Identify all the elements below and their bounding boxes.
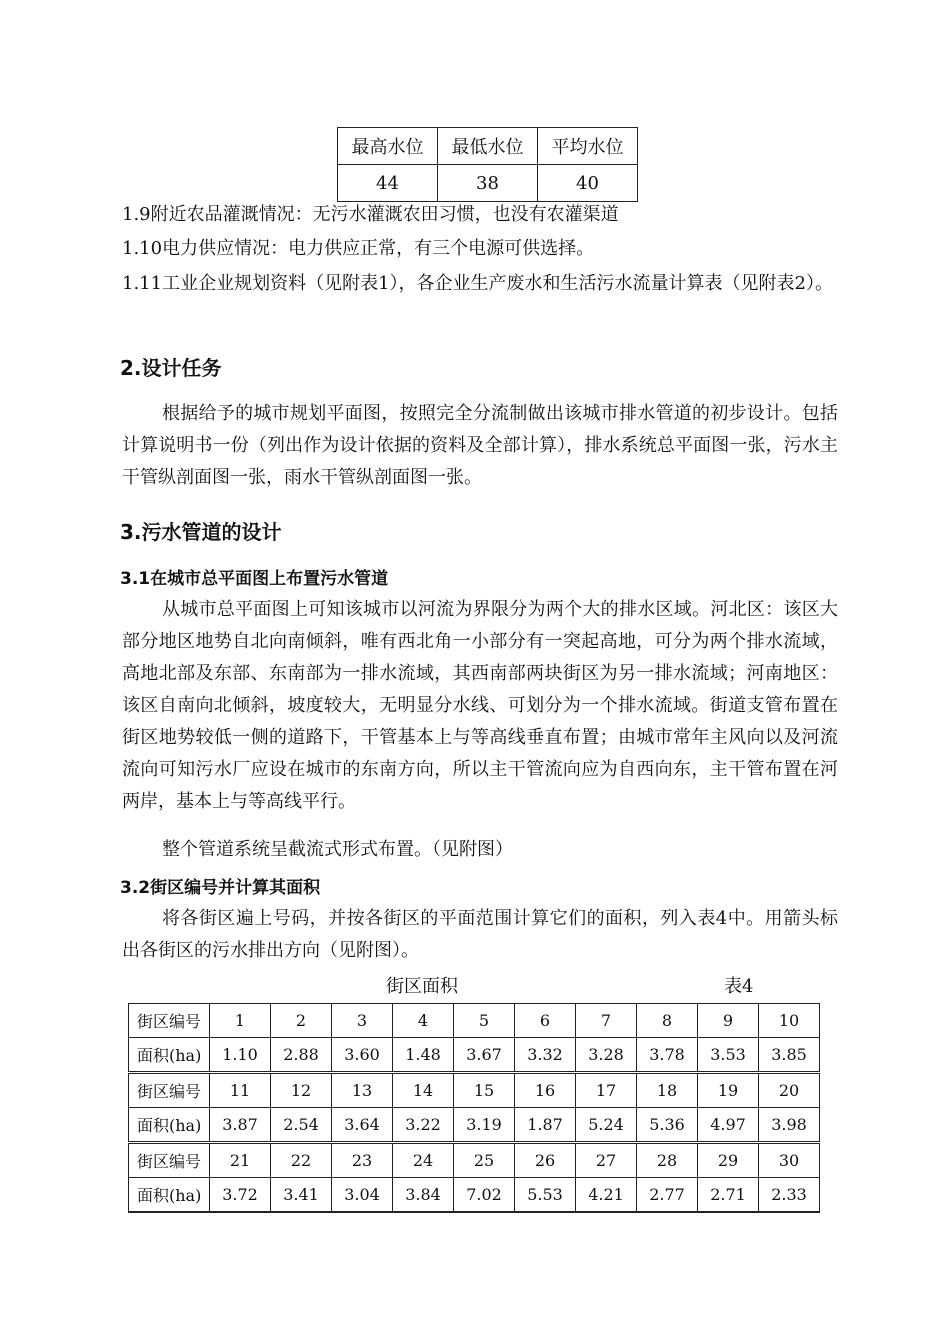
section-3-1-body2: 整个管道系统呈截流式形式布置。（见附图） xyxy=(162,839,513,860)
block-area-cell: 5.24 xyxy=(576,1108,637,1143)
row-label-block-id: 街区编号 xyxy=(129,1143,210,1178)
block-area-cell: 3.78 xyxy=(637,1038,698,1073)
section-3-1-body: 从城市总平面图上可知该城市以河流为界限分为两个大的排水区域。河北区：该区大部分地区地势自北向南倾斜，唯有西北角一小部分有一突起高地，可分为两个排水流域，高地北部及东部、东南部为一排水流域，其西南部两块街区为另一排水流域；河南地区：该区自南向北倾斜，坡度较大，无明显分水线、可划分为一个排水流域。街道支管布置在街区地势较低一侧的道路下，干管基本上与等高线垂直布置；由城市常年主风向以及河流流向可知污水厂应设在城市的东南方向，所以主干管流向应为自西向东，主干管布置在河两岸，基本上与等高线平行。 xyxy=(122,599,838,812)
block-id-cell: 10 xyxy=(759,1004,820,1038)
block-area-cell: 3.41 xyxy=(271,1178,332,1213)
block-id-cell: 13 xyxy=(332,1073,393,1108)
section-3-2-title: 3.2街区编号并计算其面积 xyxy=(120,878,321,898)
block-area-cell: 1.10 xyxy=(210,1038,271,1073)
item-1-9: 1.9附近农品灌溉情况：无污水灌溉农田习惯，也没有农灌渠道 xyxy=(122,204,619,225)
block-id-cell: 8 xyxy=(637,1004,698,1038)
block-area-cell: 3.60 xyxy=(332,1038,393,1073)
block-area-cell: 4.21 xyxy=(576,1178,637,1213)
block-id-cell: 16 xyxy=(515,1073,576,1108)
block-area-cell: 3.04 xyxy=(332,1178,393,1213)
block-area-table xyxy=(128,1003,820,1213)
block-id-cell: 26 xyxy=(515,1143,576,1178)
block-area-cell: 2.71 xyxy=(698,1178,759,1213)
block-id-cell: 27 xyxy=(576,1143,637,1178)
block-id-cell: 22 xyxy=(271,1143,332,1178)
header-avg-level: 平均水位 xyxy=(538,128,638,165)
row-label-block-id: 街区编号 xyxy=(129,1073,210,1108)
block-id-cell: 30 xyxy=(759,1143,820,1178)
block-id-cell: 2 xyxy=(271,1004,332,1038)
block-id-cell: 20 xyxy=(759,1073,820,1108)
block-area-cell: 3.22 xyxy=(393,1108,454,1143)
section-2-body: 根据给予的城市规划平面图，按照完全分流制做出该城市排水管道的初步设计。包括计算说明书一份（列出作为设计依据的资料及全部计算），排水系统总平面图一张，污水主干管纵剖面图一张，雨水干管纵剖面图一张。 xyxy=(122,403,838,488)
block-area-cell: 2.33 xyxy=(759,1178,820,1213)
block-id-cell: 1 xyxy=(210,1004,271,1038)
block-area-cell: 3.72 xyxy=(210,1178,271,1213)
block-area-cell: 3.64 xyxy=(332,1108,393,1143)
block-area-row xyxy=(129,1178,820,1213)
block-area-cell: 1.87 xyxy=(515,1108,576,1143)
value-avg-level: 40 xyxy=(538,165,638,202)
block-id-cell: 4 xyxy=(393,1004,454,1038)
block-id-cell: 6 xyxy=(515,1004,576,1038)
block-area-cell: 7.02 xyxy=(454,1178,515,1213)
item-1-11: 1.11工业企业规划资料（见附表1），各企业生产废水和生活污水流量计算表（见附表2）。 xyxy=(122,273,833,294)
block-id-row xyxy=(129,1143,820,1178)
block-id-cell: 7 xyxy=(576,1004,637,1038)
block-area-cell: 2.54 xyxy=(271,1108,332,1143)
block-id-cell: 15 xyxy=(454,1073,515,1108)
block-id-cell: 3 xyxy=(332,1004,393,1038)
table-number: 表4 xyxy=(724,976,754,997)
block-id-cell: 25 xyxy=(454,1143,515,1178)
block-id-cell: 18 xyxy=(637,1073,698,1108)
block-area-cell: 2.77 xyxy=(637,1178,698,1213)
block-id-cell: 9 xyxy=(698,1004,759,1038)
section-2-title: 2.设计任务 xyxy=(120,356,222,380)
section-3-2-body: 将各街区遍上号码，并按各街区的平面范围计算它们的面积，列入表4中。用箭头标出各街区的污水排出方向（见附图）。 xyxy=(122,908,838,961)
row-label-area: 面积(ha) xyxy=(129,1178,210,1213)
block-area-cell: 3.19 xyxy=(454,1108,515,1143)
block-area-cell: 3.84 xyxy=(393,1178,454,1213)
block-area-cell: 3.98 xyxy=(759,1108,820,1143)
block-area-cell: 3.28 xyxy=(576,1038,637,1073)
water-level-value-row xyxy=(338,165,638,202)
value-max-level: 44 xyxy=(338,165,438,202)
block-area-cell: 2.88 xyxy=(271,1038,332,1073)
block-id-cell: 28 xyxy=(637,1143,698,1178)
table-caption: 街区面积 xyxy=(386,976,458,997)
block-id-cell: 29 xyxy=(698,1143,759,1178)
block-area-cell: 4.97 xyxy=(698,1108,759,1143)
block-area-cell: 3.53 xyxy=(698,1038,759,1073)
block-id-cell: 23 xyxy=(332,1143,393,1178)
block-id-row xyxy=(129,1073,820,1108)
block-area-cell: 3.67 xyxy=(454,1038,515,1073)
value-min-level: 38 xyxy=(438,165,538,202)
block-id-cell: 11 xyxy=(210,1073,271,1108)
block-id-cell: 17 xyxy=(576,1073,637,1108)
header-max-level: 最高水位 xyxy=(338,128,438,165)
block-area-cell: 3.32 xyxy=(515,1038,576,1073)
block-id-cell: 5 xyxy=(454,1004,515,1038)
block-id-cell: 19 xyxy=(698,1073,759,1108)
row-label-area: 面积(ha) xyxy=(129,1108,210,1143)
row-label-block-id: 街区编号 xyxy=(129,1004,210,1038)
block-area-cell: 3.85 xyxy=(759,1038,820,1073)
section-3-title: 3.污水管道的设计 xyxy=(120,520,282,544)
block-area-row xyxy=(129,1038,820,1073)
item-1-10: 1.10电力供应情况：电力供应正常，有三个电源可供选择。 xyxy=(122,238,595,259)
block-id-cell: 21 xyxy=(210,1143,271,1178)
block-id-cell: 12 xyxy=(271,1073,332,1108)
block-area-row xyxy=(129,1108,820,1143)
section-3-1-title: 3.1在城市总平面图上布置污水管道 xyxy=(120,569,389,589)
block-area-cell: 5.36 xyxy=(637,1108,698,1143)
water-level-header-row xyxy=(338,128,638,165)
block-area-cell: 1.48 xyxy=(393,1038,454,1073)
row-label-area: 面积(ha) xyxy=(129,1038,210,1073)
block-id-row xyxy=(129,1004,820,1038)
header-min-level: 最低水位 xyxy=(438,128,538,165)
block-id-cell: 24 xyxy=(393,1143,454,1178)
water-level-table xyxy=(337,127,638,202)
block-area-cell: 5.53 xyxy=(515,1178,576,1213)
block-area-cell: 3.87 xyxy=(210,1108,271,1143)
block-id-cell: 14 xyxy=(393,1073,454,1108)
